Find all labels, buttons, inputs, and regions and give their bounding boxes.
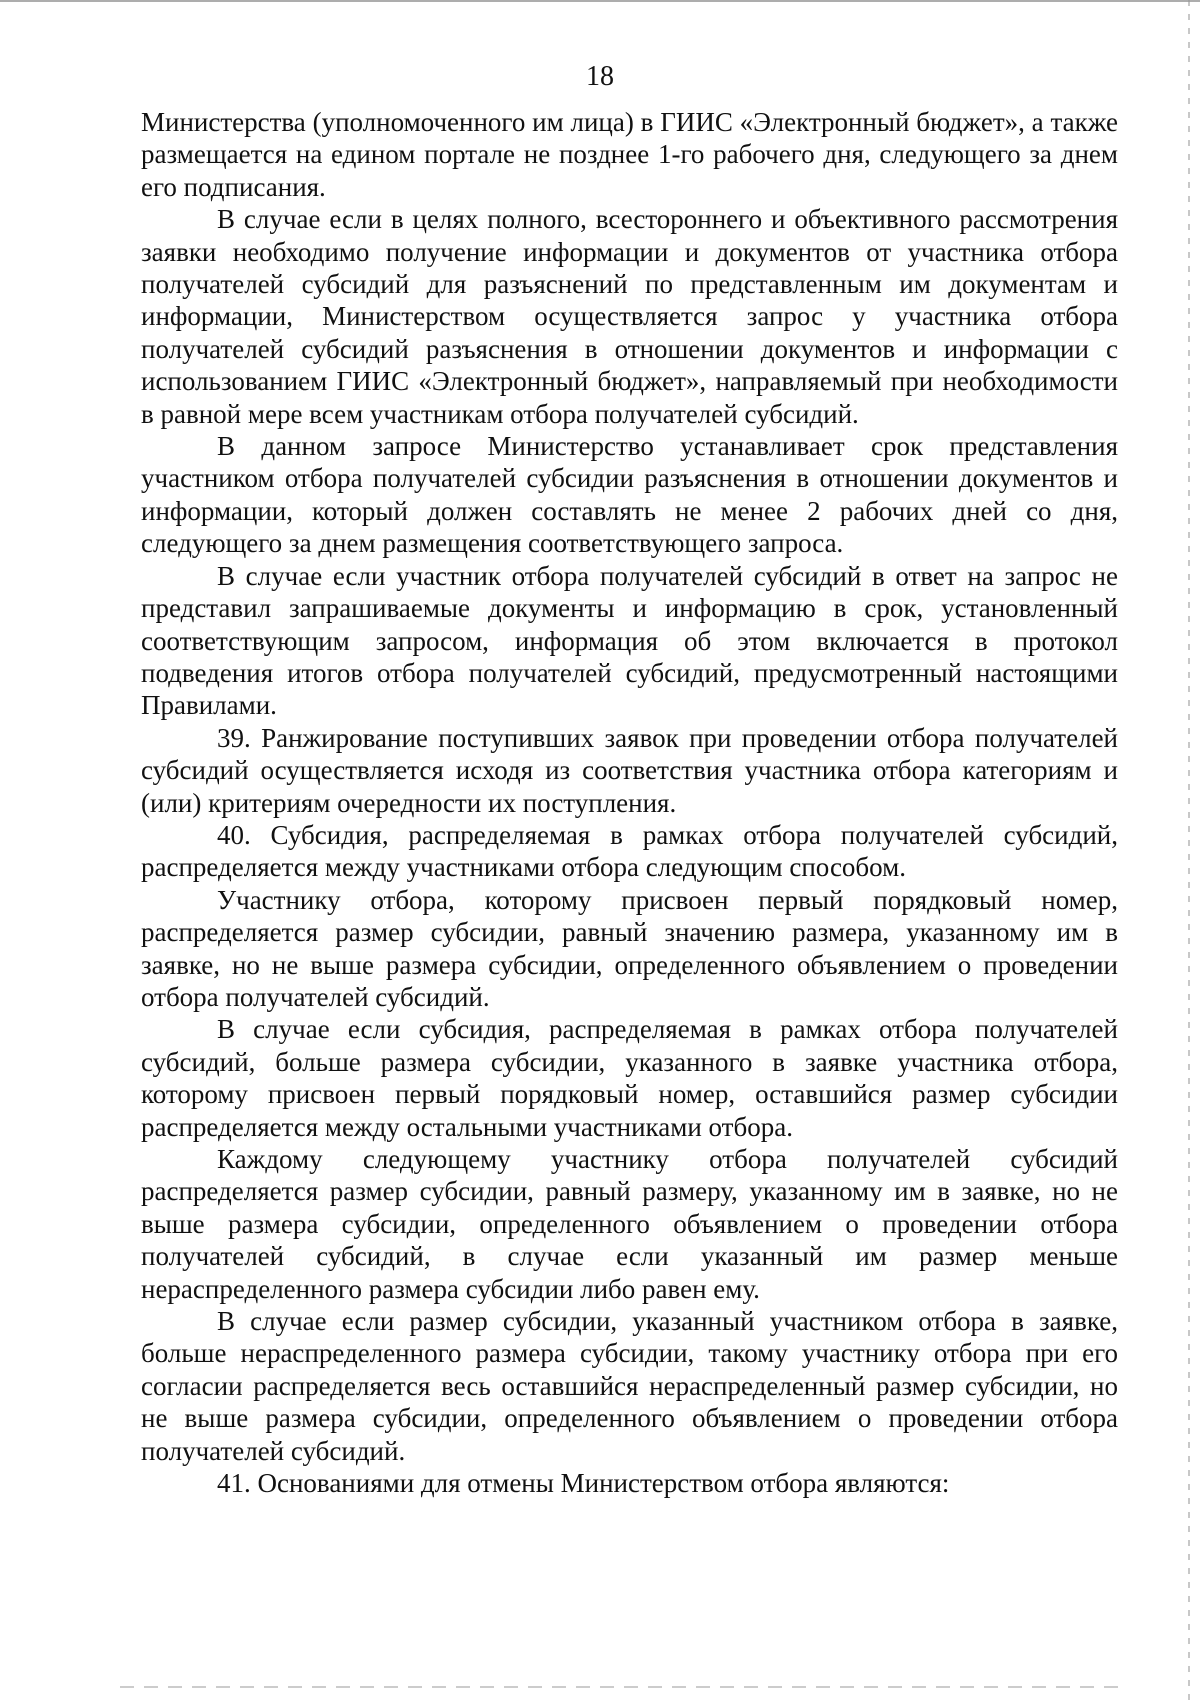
paragraph-item-39: 39. Ранжирование поступивших заявок при проведении отбора получателей субсидий осуществляется исходя из соответствия участника отбора категориям и (или) критериям очередности их поступления. bbox=[141, 722, 1118, 818]
paragraph: В случае если размер субсидии, указанный участником отбора в заявке, больше нераспределенного размера субсидии, такому участнику отбора при его согласии распределяется весь оставшийся нераспределенный размер субсидии, но не выше размера субсидии, определенного объявлением о проведении отбора получателей субсидий. bbox=[141, 1306, 1118, 1466]
paragraph-item-40: 40. Субсидия, распределяемая в рамках отбора получателей субсидий, распределяется между участниками отбора следующим способом. bbox=[141, 819, 1118, 883]
paragraph: В случае если в целях полного, всестороннего и объективного рассмотрения заявки необходимо получение информации и документов от участника отбора получателей субсидий для разъяснений по представленным им документам и информации, Министерством осуществляется запрос у участника отбора получателей субсидий разъяснения в отношении документов и информации с использованием ГИИС «Электронный бюджет», направляемый при необходимости в равной мере всем участникам отбора получателей субсидий. bbox=[141, 204, 1118, 429]
paragraph: Участнику отбора, которому присвоен первый порядковый номер, распределяется размер субсидии, равный значению размера, указанному им в заявке, но не выше размера субсидии, определенного объявлением о проведении отбора получателей субсидий. bbox=[141, 884, 1118, 1012]
paragraph: В случае если участник отбора получателей субсидий в ответ на запрос не представил запрашиваемые документы и информацию в срок, установленный соответствующим запросом, информация об этом включается в протокол подведения итогов отбора получателей субсидий, предусмотренный настоящими Правилами. bbox=[141, 560, 1118, 721]
paragraph-continuation: Министерства (уполномоченного им лица) в ГИИС «Электронный бюджет», а также размещается на едином портале не позднее 1-го рабочего дня, следующего за днем его подписания. bbox=[141, 107, 1118, 202]
scan-bottom-edge bbox=[120, 1686, 1120, 1688]
document-body bbox=[141, 106, 1118, 1499]
page-number: 18 bbox=[586, 61, 614, 92]
paragraph-item-41: 41. Основаниями для отмены Министерством отбора являются: bbox=[217, 1468, 950, 1499]
paragraph: Каждому следующему участнику отбора получателей субсидий распределяется размер субсидии, равный размеру, указанному им в заявке, но не выше размера субсидии, определенного объявлением о проведении отбора получателей субсидий, в случае если указанный им размер меньше нераспределенного размера субсидии либо равен ему. bbox=[141, 1144, 1118, 1304]
paragraph: В данном запросе Министерство устанавливает срок представления участником отбора получателей субсидии разъяснения в отношении документов и информации, который должен составлять не менее 2 рабочих дней со дня, следующего за днем размещения соответствующего запроса. bbox=[141, 431, 1118, 559]
scan-right-edge bbox=[1188, 0, 1190, 1702]
paragraph: В случае если субсидия, распределяемая в рамках отбора получателей субсидий, больше размера субсидии, указанного в заявке участника отбора, которому присвоен первый порядковый номер, оставшийся размер субсидии распределяется между остальными участниками отбора. bbox=[141, 1014, 1118, 1142]
scan-top-edge bbox=[0, 0, 1200, 2]
